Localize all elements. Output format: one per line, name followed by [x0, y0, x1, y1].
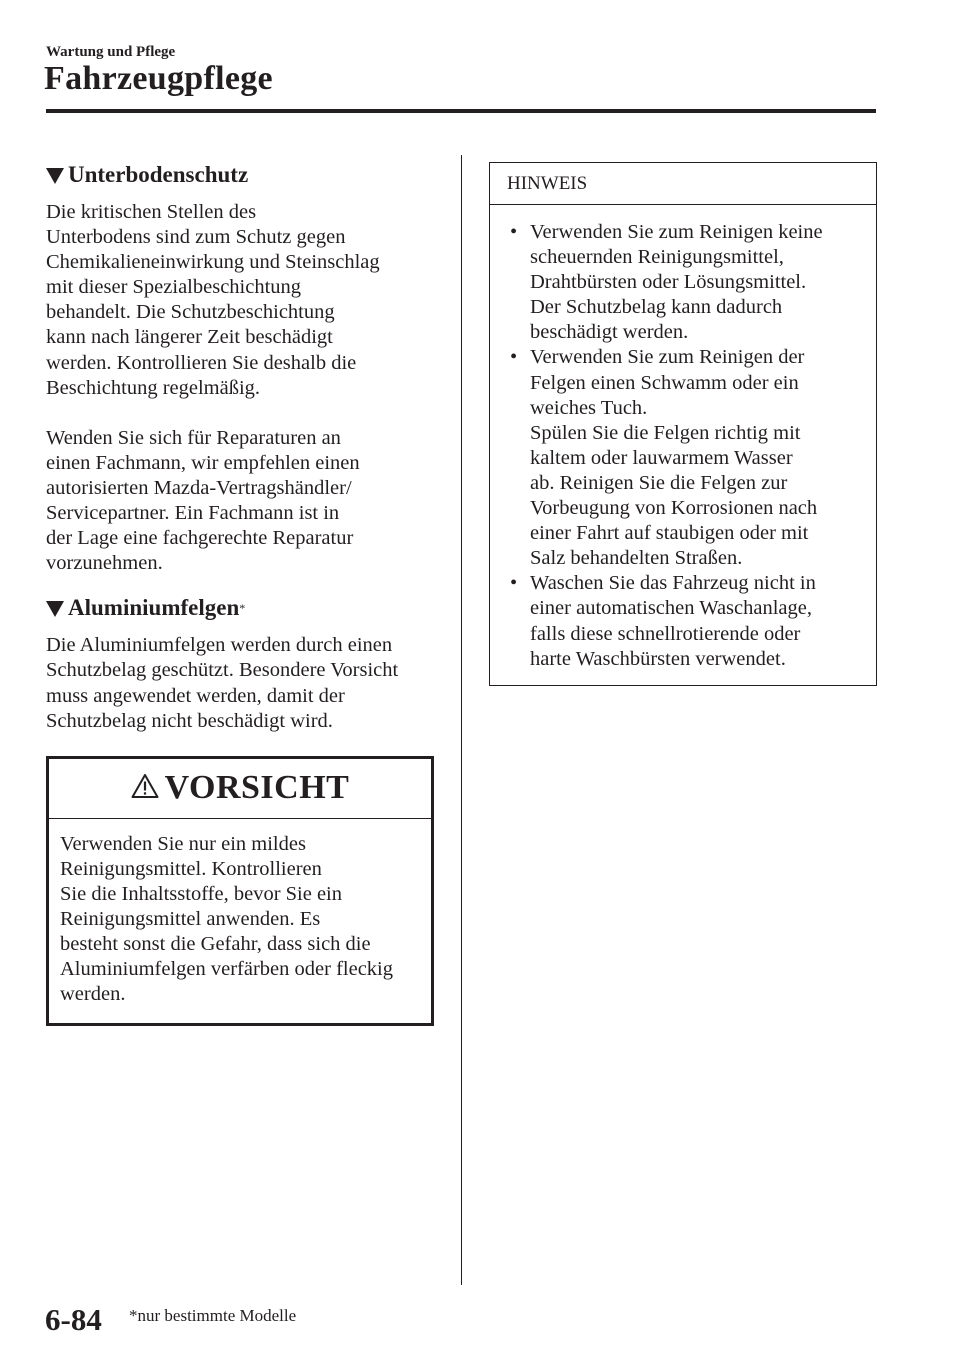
text-line: Reinigungsmittel anwenden. Es [60, 907, 321, 930]
note-box [489, 162, 877, 686]
section-heading-text: Unterbodenschutz [68, 162, 249, 187]
text-line: muss angewendet werden, damit der [46, 684, 345, 707]
text-line: Sie die Inhaltsstoffe, bevor Sie ein [60, 882, 343, 905]
text-line: Drahtbürsten oder Lösungsmittel. [530, 271, 807, 294]
paragraph-unterboden-2 [46, 426, 436, 577]
paragraph-unterboden-1 [46, 200, 436, 401]
text-line: Die Aluminiumfelgen werden durch einen [46, 634, 393, 657]
text-line: Servicepartner. Ein Fachmann ist in [46, 502, 340, 525]
text-line: Verwenden Sie nur ein mildes [60, 832, 306, 855]
text-line: Vorbeugung von Korrosionen nach [530, 497, 818, 520]
text-line: falls diese schnellrotierende oder [530, 622, 801, 645]
text-line: Verwenden Sie zum Reinigen der [530, 346, 805, 369]
header-rule [46, 109, 876, 113]
text-line: behandelt. Die Schutzbeschichtung [46, 301, 335, 324]
bullet-icon: • [510, 346, 518, 369]
text-line: einer Fahrt auf staubigen oder mit [530, 522, 809, 545]
note-bullet [504, 345, 866, 571]
text-line: Unterbodens sind zum Schutz gegen [46, 226, 346, 249]
right-column [489, 162, 877, 686]
left-column [46, 158, 436, 1026]
paragraph-aluminiumfelgen [46, 633, 436, 733]
warning-triangle-icon [131, 773, 159, 804]
bullet-text [530, 345, 817, 571]
bullet-text [530, 571, 816, 671]
triangle-bullet-icon [46, 168, 64, 184]
text-line: Schutzbelag nicht beschädigt wird. [46, 709, 333, 732]
text-line: mit dieser Spezialbeschichtung [46, 276, 302, 299]
section-heading-aluminiumfelgen: Aluminiumfelgen * [46, 591, 436, 625]
triangle-bullet-icon [46, 601, 64, 617]
text-line: scheuernden Reinigungsmittel, [530, 246, 784, 269]
text-line: Felgen einen Schwamm oder ein [530, 371, 799, 394]
breadcrumb: Wartung und Pflege [46, 44, 176, 60]
text-line: beschädigt werden. [530, 321, 689, 344]
note-body [490, 205, 876, 685]
text-line: werden. [60, 983, 126, 1006]
text-line: Beschichtung regelmäßig. [46, 376, 261, 399]
text-line: Die kritischen Stellen des [46, 201, 257, 223]
bullet-icon: • [510, 572, 518, 595]
text-line: Verwenden Sie zum Reinigen keine [530, 221, 823, 243]
note-title: HINWEIS [490, 163, 876, 205]
footnote: *nur bestimmte Modelle [129, 1306, 297, 1325]
text-line: Reinigungsmittel. Kontrollieren [60, 857, 322, 880]
caution-title: VORSICHT [164, 769, 350, 807]
caution-box [46, 756, 434, 1027]
text-line: ab. Reinigen Sie die Felgen zur [530, 471, 788, 494]
section-heading-text: Aluminiumfelgen [68, 595, 240, 621]
bullet-icon: • [510, 221, 518, 243]
text-line: harte Waschbürsten verwendet. [530, 647, 786, 670]
section-heading-unterbodenschutz [46, 158, 436, 192]
page-title: Fahrzeugpflege [44, 60, 273, 97]
text-line: Chemikalieneinwirkung und Steinschlag [46, 251, 380, 274]
text-line: Waschen Sie das Fahrzeug nicht in [530, 572, 816, 595]
text-line: kann nach längerer Zeit beschädigt [46, 326, 333, 349]
text-line: Aluminiumfelgen verfärben oder fleckig [60, 958, 393, 981]
text-line: autorisierten Mazda-Vertragshändler/ [46, 476, 352, 499]
text-line: vorzunehmen. [46, 552, 163, 575]
bullet-text [530, 220, 823, 345]
note-bullet [504, 571, 866, 671]
text-line: kaltem oder lauwarmem Wasser [530, 446, 793, 469]
text-line: besteht sonst die Gefahr, dass sich die [60, 933, 371, 956]
text-line: werden. Kontrollieren Sie deshalb die [46, 351, 357, 374]
text-line: Der Schutzbelag kann dadurch [530, 296, 783, 319]
text-line: einen Fachmann, wir empfehlen einen [46, 451, 360, 474]
caution-body [49, 819, 431, 1024]
text-line: Schutzbelag geschützt. Besondere Vorsicht [46, 659, 399, 682]
page-number: 6-84 [45, 1302, 102, 1337]
note-bullet [504, 220, 866, 345]
text-line: der Lage eine fachgerechte Reparatur [46, 527, 354, 550]
column-divider [461, 155, 462, 1285]
text-line: Wenden Sie sich für Reparaturen an [46, 426, 341, 449]
text-line: weiches Tuch. [530, 396, 648, 419]
text-line: einer automatischen Waschanlage, [530, 597, 813, 620]
text-line: Salz behandelten Straßen. [530, 547, 743, 570]
caution-header [49, 759, 431, 819]
text-line: Spülen Sie die Felgen richtig mit [530, 421, 801, 444]
